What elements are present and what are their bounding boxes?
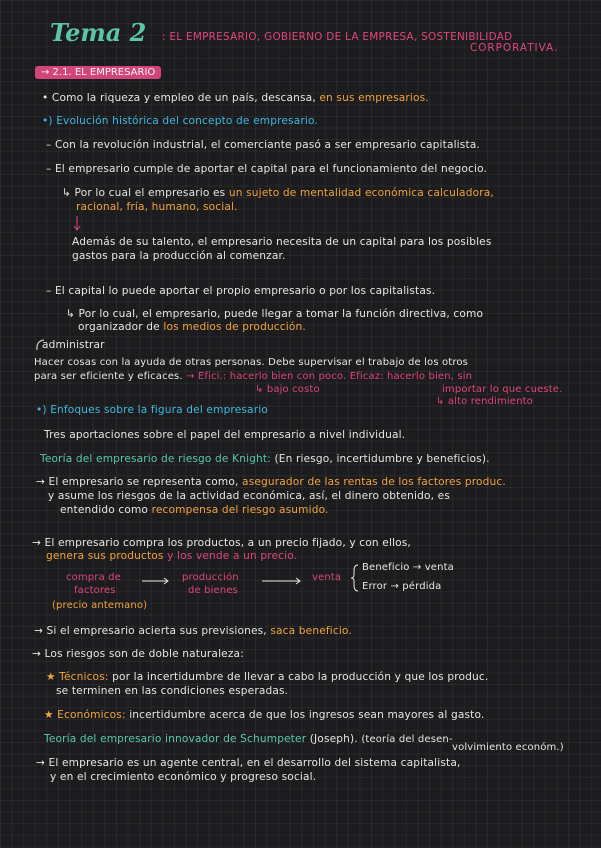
note-line: • Como la riqueza y empleo de un país, descansa, en sus empresarios. (42, 92, 429, 104)
page-subtitle-line2: CORPORATIVA. (470, 42, 559, 54)
note-line: Teoría del empresario innovador de Schumpeter (Joseph). (teoría del desen- (44, 733, 453, 745)
note-line: – El capital lo puede aportar el propio empresario o por los capitalistas. (46, 285, 436, 297)
note-line: – El empresario cumple de aportar el capital para el funcionamiento del negocio. (46, 163, 488, 175)
flow-note-price: (precio antemano) (52, 600, 148, 611)
note-line: → El empresario se representa como, asegurador de las rentas de los factores produc. (36, 476, 506, 488)
heading-approaches: •) Enfoques sobre la figura del empresario (36, 404, 268, 416)
note-line: racional, fría, humano, social. (76, 201, 238, 213)
page-title: Tema 2 (50, 18, 147, 47)
note-line: entendido como recompensa del riesgo asumido. (60, 504, 329, 516)
note-line: para ser eficiente y eficaces. → Efici.: hacerlo bien con poco. Eficaz: hacerlo bien, sin (34, 371, 473, 382)
note-line: → El empresario es un agente central, en el desarrollo del sistema capitalista, (36, 757, 461, 769)
note-line: → El empresario compra los productos, a un precio fijado, y con ellos, (32, 537, 411, 549)
note-line: se terminen en las condiciones esperadas. (56, 685, 289, 697)
note-line: administrar (42, 339, 105, 351)
note-line: ↳ Por lo cual el empresario es un sujeto de mentalidad económica calculadora, (62, 187, 494, 199)
note-line: genera sus productos y los vende a un precio. (46, 550, 298, 562)
flow-outcome-error: Error → pérdida (362, 581, 442, 592)
flow-step-purchase-line2: factores (74, 585, 116, 596)
note-line: Teoría del empresario de riesgo de Knight: (En riesgo, incertidumbre y beneficios). (40, 453, 490, 465)
note-line: organizador de los medios de producción. (78, 321, 306, 333)
note-line: → Los riesgos son de doble naturaleza: (32, 648, 244, 660)
right-arrow-icon (262, 576, 304, 586)
note-line: ↳ Por lo cual, el empresario, puede llegar a tomar la función directiva, como (66, 308, 484, 320)
note-line: Hacer cosas con la ayuda de otras personas. Debe supervisar el trabajo de los otros (34, 357, 469, 368)
flow-step-production-line2: de bienes (188, 585, 239, 596)
note-line: Tres aportaciones sobre el papel del empresario a nivel individual. (44, 429, 406, 441)
page-subtitle-line1: : EL EMPRESARIO, GOBIERNO DE LA EMPRESA, SOSTENIBILIDAD (162, 31, 513, 43)
note-line: importar lo que cueste. (442, 384, 563, 395)
down-arrow-icon (72, 216, 82, 234)
brace-icon (350, 563, 360, 593)
right-arrow-icon (142, 576, 172, 586)
heading-evolution: •) Evolución histórica del concepto de empresario. (42, 115, 318, 127)
note-line: ↳ bajo costo (255, 384, 320, 395)
note-line: y asume los riesgos de la actividad económica, así, el dinero obtenido, es (48, 490, 450, 502)
flow-step-sale: venta (312, 572, 342, 583)
note-line: – Con la revolución industrial, el comerciante pasó a ser empresario capitalista. (46, 139, 480, 151)
note-line: → Si el empresario acierta sus previsiones, saca beneficio. (34, 625, 352, 637)
note-line: ★ Técnicos: por la incertidumbre de llevar a cabo la producción y que los produc. (46, 671, 489, 683)
flow-step-production-line1: producción (182, 572, 239, 583)
note-line: volvimiento económ.) (452, 742, 564, 753)
note-line: ★ Económicos: incertidumbre acerca de que los ingresos sean mayores al gasto. (44, 709, 485, 721)
flow-outcome-benefit: Beneficio → venta (362, 562, 454, 573)
note-line: Además de su talento, el empresario necesita de un capital para los posibles (72, 236, 492, 248)
note-line: gastos para la producción al comenzar. (72, 250, 286, 262)
section-badge: → 2.1. EL EMPRESARIO (35, 66, 161, 79)
note-line: y en el crecimiento económico y progreso social. (50, 771, 317, 783)
flow-step-purchase-line1: compra de (66, 572, 121, 583)
note-line: ↳ alto rendimiento (436, 396, 533, 407)
